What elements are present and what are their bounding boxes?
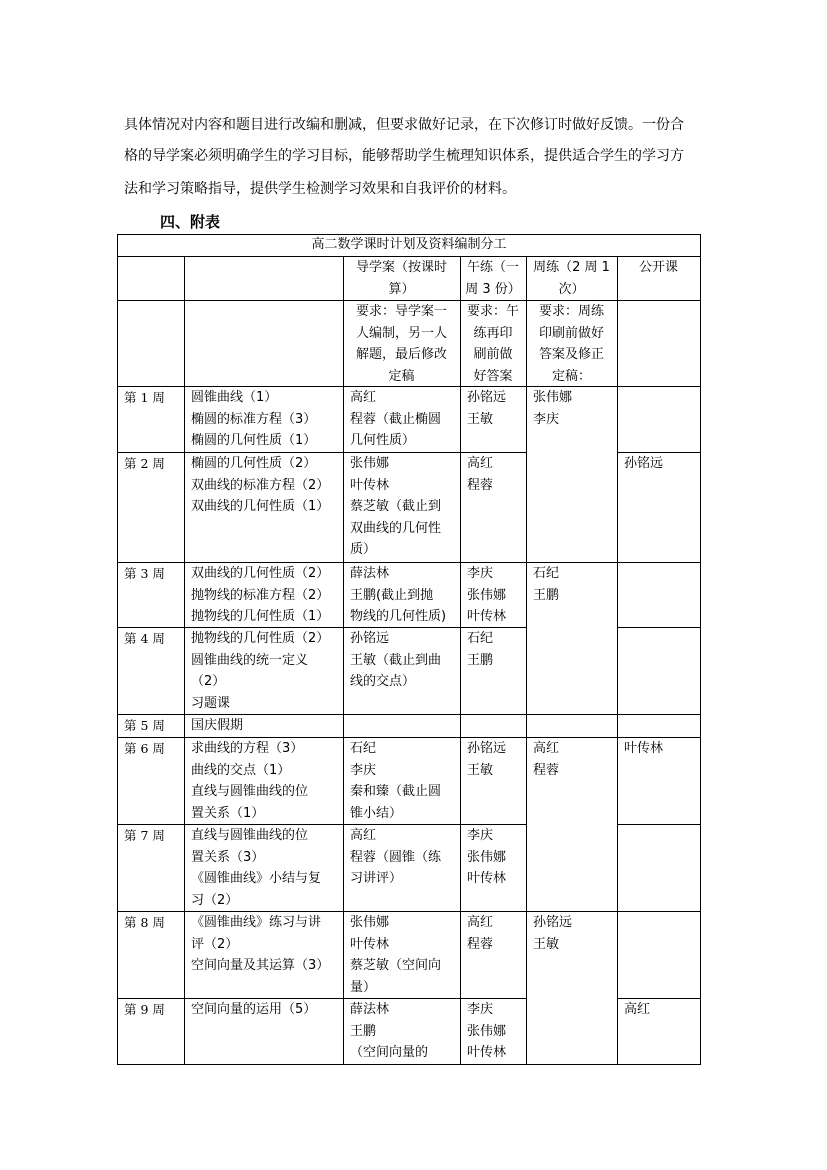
- week-label: 第 4 周: [124, 631, 165, 646]
- requirement-text: 刷前做: [473, 347, 513, 362]
- week-content-line: 抛物线的几何性质（1）: [191, 609, 330, 624]
- table-rule: [117, 1064, 701, 1065]
- noon-authors-line: 王敏: [467, 762, 494, 778]
- week-content-line: 求曲线的方程（3）: [191, 741, 304, 756]
- requirement-text: 解题，最后修改: [355, 347, 447, 362]
- guide-authors-line: （空间向量的: [350, 1045, 429, 1060]
- guide-authors: [343, 734, 460, 824]
- noon-authors-line: 高红: [467, 915, 494, 930]
- table-rule: [617, 256, 618, 1065]
- week-content: [184, 449, 343, 518]
- guide-authors-line: 程蓉（圆锥（练: [350, 849, 442, 865]
- week-content: [184, 734, 343, 824]
- week-content-line: 椭圆的标准方程（3）: [191, 411, 317, 427]
- guide-authors-line: 叶传林: [350, 477, 390, 493]
- week-content: [184, 383, 343, 452]
- noon-authors: [460, 624, 526, 671]
- weekly-authors-line: 王敏: [533, 936, 560, 952]
- week-content-line: 习（2）: [191, 892, 239, 908]
- week-content-line: 《圆锥曲线》小结与复: [191, 871, 322, 886]
- noon-authors-line: 王鹏: [467, 652, 494, 668]
- week-label: 第 2 周: [124, 456, 165, 471]
- week-label: 第 1 周: [124, 390, 165, 405]
- weekly-authors-line: 王鹏: [533, 587, 560, 603]
- week-content-line: 国庆假期: [191, 718, 244, 733]
- noon-authors: [460, 995, 526, 1064]
- noon-authors-line: 张伟娜: [467, 1023, 507, 1039]
- noon-authors: [460, 711, 526, 715]
- noon-authors: [460, 559, 526, 628]
- guide-authors-line: 蔡芝敏（截止到: [350, 499, 442, 514]
- week-content-line: 评（2）: [191, 936, 239, 952]
- intro-line-3: 法和学习策略指导，提供学生检测学习效果和自我评价的材料。: [124, 181, 516, 197]
- guide-authors-line: 王鹏(截止到抛: [350, 587, 434, 603]
- header-text: 次）: [558, 281, 585, 297]
- weekly-authors-line: 程蓉: [533, 762, 560, 778]
- noon-authors-line: 李庆: [467, 1002, 494, 1017]
- requirement-noon: [460, 301, 526, 387]
- weekly-authors-line: 石纪: [533, 566, 560, 581]
- guide-authors-line: 薛法林: [350, 1002, 390, 1017]
- guide-authors-line: 孙铭远: [350, 631, 390, 646]
- noon-authors-line: 叶传林: [467, 609, 507, 624]
- week-label: 第 9 周: [124, 1002, 165, 1017]
- noon-authors: [460, 449, 526, 496]
- week-label: 第 8 周: [124, 915, 165, 930]
- noon-authors-line: 张伟娜: [467, 849, 507, 865]
- week-content-line: 圆锥曲线的统一定义: [191, 652, 309, 668]
- header-text: 算）: [388, 281, 415, 297]
- noon-authors-line: 程蓉: [467, 936, 494, 952]
- weekly-authors: [526, 908, 617, 955]
- requirement-text: 人编制，另一人: [355, 325, 447, 341]
- requirement-guide: [343, 301, 460, 387]
- noon-authors-line: 孙铭远: [467, 390, 507, 405]
- noon-authors: [460, 908, 526, 955]
- open-class-teacher: 高红: [624, 1002, 651, 1017]
- guide-authors-line: 李庆: [350, 762, 377, 778]
- week-content-line: 置关系（3）: [191, 849, 265, 865]
- week-content: [184, 821, 343, 911]
- noon-authors-line: 叶传林: [467, 871, 507, 886]
- noon-authors: [460, 821, 526, 890]
- noon-authors-line: 李庆: [467, 828, 494, 843]
- section-heading: 四、附表: [160, 213, 221, 231]
- requirement-text: 定稿: [388, 368, 415, 384]
- requirement-text: 定稿：: [551, 368, 591, 384]
- header-text: 周练（2 周 1: [533, 260, 610, 275]
- noon-authors: [460, 734, 526, 781]
- week-content-line: 抛物线的标准方程（2）: [191, 587, 330, 603]
- guide-authors-line: 张伟娜: [350, 456, 390, 471]
- guide-authors-line: 线的交点）: [350, 674, 416, 689]
- header-weekly: [526, 257, 617, 300]
- guide-authors-line: 几何性质）: [350, 433, 416, 448]
- guide-authors: [343, 559, 460, 628]
- requirement-text: 印刷前做好: [538, 325, 604, 341]
- week-content-line: 椭圆的几何性质（1）: [191, 433, 317, 448]
- guide-authors-line: 高红: [350, 828, 377, 843]
- week-content: [184, 908, 343, 977]
- table-title: 高二数学课时计划及资料编制分工: [311, 237, 507, 252]
- open-class-teacher: 叶传林: [624, 741, 664, 756]
- week-content-line: 直线与圆锥曲线的位: [191, 828, 309, 843]
- requirement-text: 要求：周练: [538, 304, 604, 319]
- guide-authors-line: 高红: [350, 390, 377, 405]
- table-rule: [617, 824, 701, 825]
- weekly-authors-line: 李庆: [533, 411, 560, 427]
- requirement-text: 要求：导学案一: [355, 304, 447, 319]
- weekly-authors-line: 孙铭远: [533, 915, 573, 930]
- noon-authors-line: 程蓉: [467, 477, 494, 493]
- week-content-line: 习题课: [191, 695, 231, 711]
- noon-authors-line: 叶传林: [467, 1045, 507, 1060]
- guide-authors-line: 叶传林: [350, 936, 390, 952]
- weekly-authors-line: 高红: [533, 741, 560, 756]
- guide-authors-line: 质）: [350, 542, 377, 557]
- week-content-line: 置关系（1）: [191, 805, 265, 821]
- guide-authors-line: 张伟娜: [350, 915, 390, 930]
- week-content-line: 《圆锥曲线》练习与讲: [191, 915, 322, 930]
- week-content-line: 双曲线的几何性质（2）: [191, 566, 330, 581]
- weekly-authors: [526, 383, 617, 430]
- requirement-text: 要求：午: [466, 304, 519, 319]
- noon-authors-line: 高红: [467, 456, 494, 471]
- week-content: [184, 711, 343, 737]
- guide-authors: [343, 908, 460, 998]
- weekly-authors: [526, 734, 617, 781]
- noon-authors-line: 王敏: [467, 411, 494, 427]
- guide-authors: [343, 383, 460, 452]
- week-content-line: 曲线的交点（1）: [191, 762, 291, 778]
- intro-line-1: 具体情况对内容和题目进行改编和删减，但要求做好记录，在下次修订时做好反馈。一份合: [124, 117, 684, 133]
- week-content: [184, 624, 343, 714]
- weekly-authors-line: 张伟娜: [533, 390, 573, 405]
- guide-authors: [343, 624, 460, 693]
- guide-authors-line: 秦和臻（截止圆: [350, 784, 442, 799]
- header-open-class: [617, 257, 700, 279]
- guide-authors: [343, 449, 460, 561]
- table-rule: [617, 627, 701, 628]
- table-rule: [700, 234, 701, 1065]
- week-label: 第 6 周: [124, 741, 165, 756]
- week-content-line: 椭圆的几何性质（2）: [191, 456, 317, 471]
- guide-authors-line: 王敏（截止到曲: [350, 652, 442, 668]
- week-content-line: 空间向量及其运算（3）: [191, 958, 330, 973]
- guide-authors-line: 石纪: [350, 741, 377, 756]
- week-label: 第 3 周: [124, 566, 165, 581]
- week-content-line: 双曲线的标准方程（2）: [191, 477, 330, 493]
- guide-authors-line: 蔡芝敏（空间向: [350, 958, 442, 973]
- week-content-line: 空间向量的运用（5）: [191, 1002, 317, 1017]
- guide-authors: [343, 711, 460, 715]
- noon-authors-line: 李庆: [467, 566, 494, 581]
- noon-authors-line: 孙铭远: [467, 741, 507, 756]
- header-text: 午练（一: [466, 260, 519, 275]
- noon-authors-line: 张伟娜: [467, 587, 507, 603]
- open-class-teacher: 孙铭远: [624, 456, 664, 471]
- guide-authors-line: 锥小结）: [350, 805, 403, 821]
- week-content-line: 双曲线的几何性质（1）: [191, 499, 330, 514]
- guide-authors-line: 习讲评）: [350, 871, 403, 886]
- guide-authors-line: 量）: [350, 979, 377, 995]
- guide-authors-line: 物线的几何性质): [350, 609, 447, 624]
- table-rule: [117, 234, 118, 1065]
- requirement-text: 练再印: [473, 325, 513, 341]
- week-content: [184, 995, 343, 1021]
- guide-authors: [343, 821, 460, 890]
- weekly-authors: [526, 559, 617, 606]
- guide-authors: [343, 995, 460, 1064]
- header-text: 导学案（按课时: [355, 260, 447, 275]
- noon-authors-line: 石纪: [467, 631, 494, 646]
- week-label: 第 7 周: [124, 828, 165, 843]
- guide-authors-line: 程蓉（截止椭圆: [350, 411, 442, 427]
- requirement-text: 好答案: [473, 368, 513, 384]
- week-label: 第 5 周: [124, 718, 165, 733]
- header-text: 周 3 份）: [465, 281, 521, 297]
- week-content-line: （2）: [191, 674, 226, 689]
- header-guide: [343, 257, 460, 300]
- guide-authors-line: 王鹏: [350, 1023, 377, 1039]
- noon-authors: [460, 383, 526, 430]
- week-content-line: 圆锥曲线（1）: [191, 390, 278, 405]
- week-content-line: 抛物线的几何性质（2）: [191, 631, 330, 646]
- intro-line-2: 格的导学案必须明确学生的学习目标，能够帮助学生梳理知识体系，提供适合学生的学习方: [124, 148, 684, 164]
- week-content-line: 直线与圆锥曲线的位: [191, 784, 309, 799]
- week-content: [184, 559, 343, 628]
- header-noon: [460, 257, 526, 300]
- requirement-weekly: [526, 301, 617, 387]
- guide-authors-line: 双曲线的几何性: [350, 520, 442, 536]
- requirement-text: 答案及修正: [538, 347, 604, 362]
- guide-authors-line: 薛法林: [350, 566, 390, 581]
- header-text: 公开课: [638, 260, 678, 275]
